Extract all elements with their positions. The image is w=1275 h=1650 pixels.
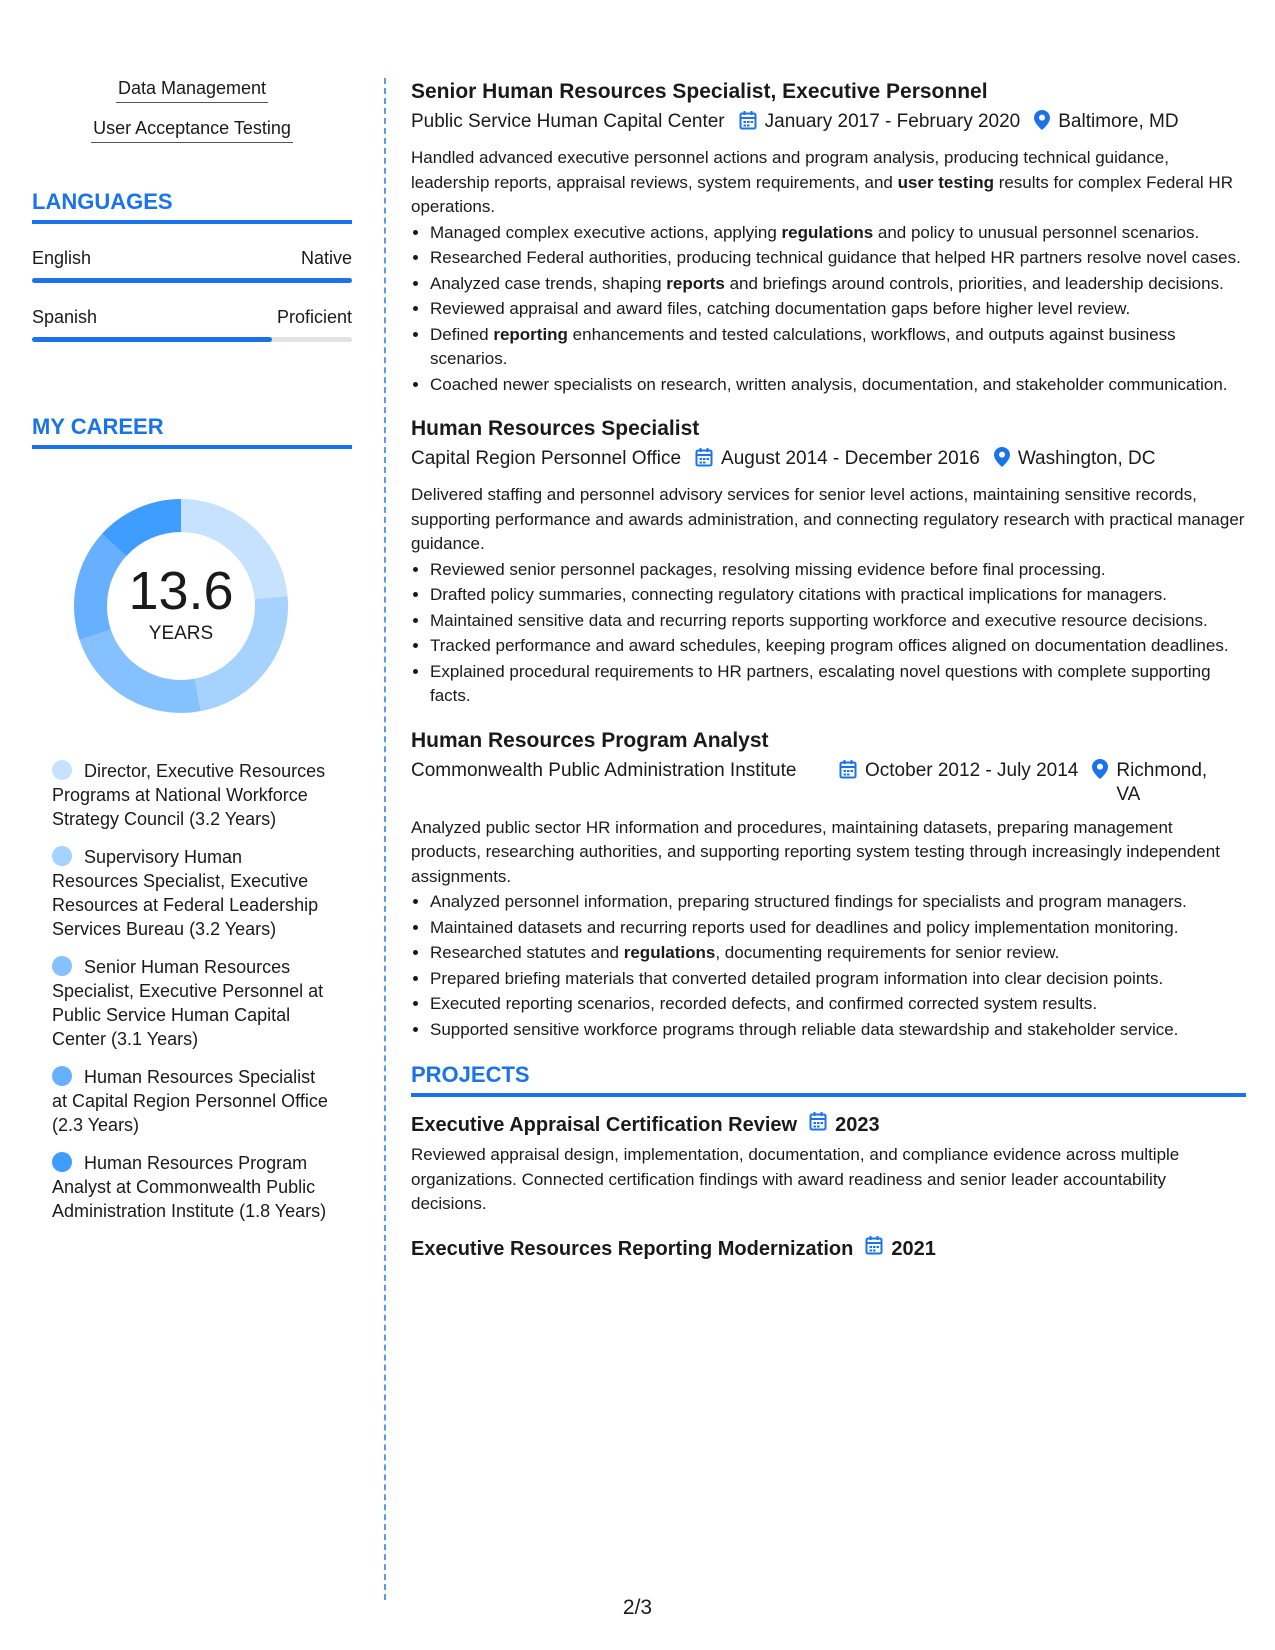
language-level: Native bbox=[300, 248, 352, 268]
map-pin-icon bbox=[1034, 110, 1050, 137]
job-bullet: • Drafted policy summaries, connecting regulatory citations with practical implications for managers. bbox=[430, 583, 1246, 608]
sidebar bbox=[32, 78, 352, 1237]
job-bullet: • Prepared briefing materials that converted detailed program information into clear decision points. bbox=[430, 967, 1246, 992]
career-legend-item: Human Resources Specialist at Capital Region Personnel Office (2.3 Years) bbox=[52, 1067, 328, 1135]
calendar-icon bbox=[739, 110, 757, 137]
job-bullet: • Defined reporting enhancements and tested calculations, workflows, and outputs against business scenarios. bbox=[430, 323, 1246, 372]
job-bullet: • Reviewed appraisal and award files, catching documentation gaps before higher level review. bbox=[430, 297, 1246, 322]
job-entry bbox=[411, 415, 1246, 709]
legend-dot bbox=[52, 1066, 72, 1086]
job-summary: Analyzed public sector HR information and procedures, maintaining datasets, preparing management products, researching authorities, and supporting reporting system testing through increasingly independent assignments. bbox=[411, 817, 1220, 886]
language-name: English bbox=[32, 248, 92, 268]
legend-dot bbox=[52, 846, 72, 866]
skill-item: Data Management bbox=[32, 78, 352, 103]
job-dates: August 2014 - December 2016 bbox=[721, 448, 980, 469]
legend-dot bbox=[52, 956, 72, 976]
job-dates: January 2017 - February 2020 bbox=[764, 111, 1021, 132]
project-year: 2023 bbox=[835, 1114, 880, 1136]
job-bullet: • Maintained datasets and recurring reports used for deadlines and policy implementation monitoring. bbox=[430, 916, 1246, 941]
calendar-icon bbox=[695, 447, 713, 474]
language-name: Spanish bbox=[32, 307, 98, 327]
language-proficiency-bar bbox=[32, 278, 352, 283]
job-bullet: • Researched statutes and regulations, documenting requirements for senior review. bbox=[430, 941, 1246, 966]
job-bullets bbox=[411, 558, 1246, 709]
job-summary: Delivered staffing and personnel advisory services for senior level actions, maintaining sensitive records, supporting performance and awards administration, and connecting regulatory research with practical manager guidance. bbox=[411, 485, 1245, 553]
career-legend-item: Senior Human Resources Specialist, Executive Personnel at Public Service Human Capital Center (3.1 Years) bbox=[52, 957, 324, 1049]
job-bullet: • Maintained sensitive data and recurring reports supporting workforce and executive resource decisions. bbox=[430, 609, 1246, 634]
language-level: Proficient bbox=[276, 307, 352, 327]
project-description: Reviewed appraisal design, implementation, documentation, and compliance evidence across multiple organizations. Connected certification findings with award readiness and senior leader accountability decisions. bbox=[411, 1145, 1180, 1213]
job-bullet: • Executed reporting scenarios, recorded defects, and confirmed corrected system results. bbox=[430, 992, 1246, 1017]
languages-heading: LANGUAGES bbox=[32, 189, 352, 224]
calendar-icon bbox=[865, 1235, 883, 1263]
career-donut-chart bbox=[66, 491, 296, 721]
career-heading: MY CAREER bbox=[32, 414, 352, 449]
job-bullet: • Explained procedural requirements to HR partners, escalating novel questions with complete supporting facts. bbox=[430, 660, 1246, 709]
job-bullet: • Researched Federal authorities, producing technical guidance that helped HR partners resolve novel cases. bbox=[430, 246, 1246, 271]
career-legend-item: Director, Executive Resources Programs at National Workforce Strategy Council (3.2 Years) bbox=[52, 761, 326, 829]
legend-dot bbox=[52, 760, 72, 780]
career-legend-item: Human Resources Program Analyst at Commonwealth Public Administration Institute (1.8 Years) bbox=[52, 1153, 327, 1221]
project-title: Executive Appraisal Certification Review bbox=[411, 1114, 798, 1136]
projects-heading: PROJECTS bbox=[411, 1062, 1246, 1097]
project-entry bbox=[411, 1235, 1246, 1263]
job-dates: October 2012 - July 2014 bbox=[865, 759, 1079, 781]
language-proficiency-bar bbox=[32, 337, 352, 342]
legend-dot bbox=[52, 1152, 72, 1172]
main-column bbox=[411, 78, 1246, 1263]
job-location: Richmond, VA bbox=[1116, 759, 1208, 805]
project-title: Executive Resources Reporting Modernization bbox=[411, 1237, 854, 1260]
job-bullets bbox=[411, 890, 1246, 1042]
job-company: Capital Region Personnel Office bbox=[411, 448, 682, 469]
job-location: Baltimore, MD bbox=[1058, 111, 1179, 132]
job-company: Public Service Human Capital Center bbox=[411, 111, 725, 132]
map-pin-icon bbox=[994, 447, 1010, 474]
job-entry bbox=[411, 78, 1246, 397]
map-pin-icon bbox=[1092, 759, 1108, 786]
project-entry bbox=[411, 1111, 1246, 1217]
job-bullets bbox=[411, 221, 1246, 398]
column-divider bbox=[384, 78, 386, 1600]
calendar-icon bbox=[839, 759, 857, 786]
language-entry bbox=[32, 248, 352, 283]
job-entry bbox=[411, 727, 1246, 1043]
job-meta bbox=[411, 110, 1246, 137]
job-bullet: • Analyzed case trends, shaping reports and briefings around controls, priorities, and leadership decisions. bbox=[430, 272, 1246, 297]
career-legend bbox=[52, 759, 332, 1223]
job-location: Washington, DC bbox=[1017, 448, 1156, 469]
job-title: Human Resources Program Analyst bbox=[411, 728, 769, 752]
job-meta bbox=[411, 759, 1246, 807]
skill-item: User Acceptance Testing bbox=[32, 118, 352, 143]
job-bullet: • Reviewed senior personnel packages, resolving missing evidence before final processing. bbox=[430, 558, 1246, 583]
career-total-unit: YEARS bbox=[148, 623, 214, 644]
language-entry bbox=[32, 307, 352, 342]
job-title: Human Resources Specialist bbox=[411, 417, 700, 440]
job-bullet: • Analyzed personnel information, preparing structured findings for specialists and program managers. bbox=[430, 890, 1246, 915]
calendar-icon bbox=[809, 1111, 827, 1139]
job-meta bbox=[411, 447, 1246, 474]
language-proficiency-fill bbox=[32, 337, 272, 342]
job-bullet: • Tracked performance and award schedules, keeping program offices aligned on documentation deadlines. bbox=[430, 634, 1246, 659]
project-year: 2021 bbox=[891, 1237, 936, 1260]
job-company: Commonwealth Public Administration Institute bbox=[411, 759, 797, 781]
job-bullet: • Supported sensitive workforce programs through reliable data stewardship and stakeholder service. bbox=[430, 1018, 1246, 1043]
job-bullet: • Coached newer specialists on research, written analysis, documentation, and stakeholder communication. bbox=[430, 373, 1246, 398]
language-proficiency-fill bbox=[32, 278, 352, 283]
job-bullet: • Managed complex executive actions, applying regulations and policy to unusual personnel scenarios. bbox=[430, 221, 1246, 246]
job-summary: Handled advanced executive personnel actions and program analysis, producing technical guidance, leadership reports, appraisal reviews, system requirements, and user testing results for complex Federal HR operations. bbox=[411, 148, 1233, 216]
page-number: 2/3 bbox=[622, 1596, 653, 1619]
career-total-years: 13.6 bbox=[128, 561, 234, 621]
job-title: Senior Human Resources Specialist, Executive Personnel bbox=[411, 80, 988, 103]
career-legend-item: Supervisory Human Resources Specialist, Executive Resources at Federal Leadership Services Bureau (3.2 Years) bbox=[52, 847, 319, 939]
